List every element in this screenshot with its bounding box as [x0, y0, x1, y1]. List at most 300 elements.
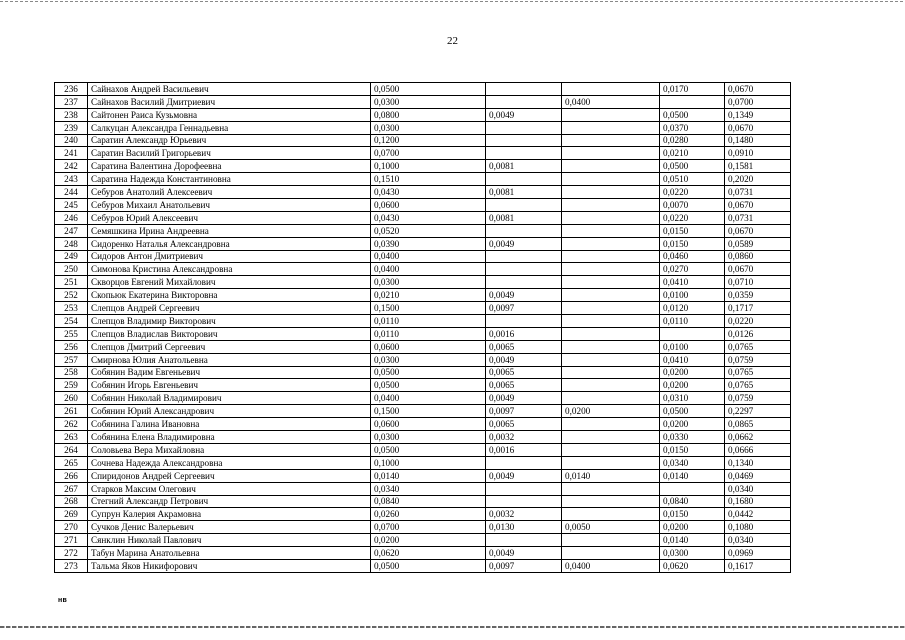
share-total-cell: 0,2020 [725, 173, 791, 186]
share-col-2-cell: 0,0081 [486, 211, 562, 224]
share-col-4-cell: 0,0370 [660, 121, 725, 134]
table-row [55, 495, 791, 508]
share-total-cell: 0,0126 [725, 327, 791, 340]
share-col-4-cell: 0,0200 [660, 366, 725, 379]
share-total-cell: 0,0359 [725, 289, 791, 302]
share-total-cell: 0,0589 [725, 237, 791, 250]
share-col-1-cell: 0,1200 [371, 134, 486, 147]
share-col-4-cell: 0,0410 [660, 276, 725, 289]
share-total-cell: 0,0670 [725, 199, 791, 212]
person-name-cell: Собянин Юрий Александрович [88, 405, 371, 418]
share-col-4-cell: 0,0510 [660, 173, 725, 186]
row-number-cell: 264 [55, 443, 88, 456]
share-col-3-cell [562, 121, 660, 134]
share-col-4-cell [660, 327, 725, 340]
row-number-cell: 246 [55, 211, 88, 224]
person-name-cell: Соловьева Вера Михайловна [88, 443, 371, 456]
table-row [55, 83, 791, 96]
share-col-1-cell: 0,1500 [371, 302, 486, 315]
share-col-3-cell [562, 134, 660, 147]
row-number-cell: 265 [55, 456, 88, 469]
table-row [55, 482, 791, 495]
share-col-3-cell: 0,0400 [562, 95, 660, 108]
row-number-cell: 239 [55, 121, 88, 134]
share-col-4-cell: 0,0500 [660, 405, 725, 418]
share-col-4-cell [660, 95, 725, 108]
share-col-1-cell: 0,1000 [371, 456, 486, 469]
share-col-4-cell: 0,0200 [660, 379, 725, 392]
share-col-1-cell: 0,0400 [371, 263, 486, 276]
share-col-4-cell [660, 482, 725, 495]
share-col-3-cell [562, 418, 660, 431]
table-row [55, 289, 791, 302]
row-number-cell: 245 [55, 199, 88, 212]
row-number-cell: 242 [55, 160, 88, 173]
table-row [55, 173, 791, 186]
row-number-cell: 272 [55, 547, 88, 560]
row-number-cell: 252 [55, 289, 88, 302]
share-col-1-cell: 0,0600 [371, 199, 486, 212]
person-name-cell: Сянклин Николай Павлович [88, 534, 371, 547]
person-name-cell: Саратина Надежда Константиновна [88, 173, 371, 186]
person-name-cell: Тальма Яков Никифорович [88, 559, 371, 572]
share-col-3-cell [562, 353, 660, 366]
share-col-3-cell: 0,0050 [562, 521, 660, 534]
table-row [55, 508, 791, 521]
share-total-cell: 0,1340 [725, 456, 791, 469]
row-number-cell: 263 [55, 431, 88, 444]
share-total-cell: 0,0340 [725, 482, 791, 495]
share-col-1-cell: 0,0500 [371, 559, 486, 572]
share-col-3-cell [562, 547, 660, 560]
row-number-cell: 238 [55, 108, 88, 121]
share-col-1-cell: 0,0210 [371, 289, 486, 302]
share-col-3-cell [562, 147, 660, 160]
share-col-2-cell [486, 250, 562, 263]
share-col-2-cell: 0,0097 [486, 405, 562, 418]
table-row [55, 121, 791, 134]
share-col-3-cell [562, 443, 660, 456]
person-name-cell: Супрун Калерия Акрамовна [88, 508, 371, 521]
share-col-1-cell: 0,0520 [371, 224, 486, 237]
table-row [55, 147, 791, 160]
share-col-3-cell [562, 379, 660, 392]
share-total-cell: 0,0670 [725, 121, 791, 134]
table-row [55, 443, 791, 456]
share-total-cell: 0,0759 [725, 353, 791, 366]
table-row [55, 456, 791, 469]
share-col-3-cell: 0,0200 [562, 405, 660, 418]
row-number-cell: 260 [55, 392, 88, 405]
person-name-cell: Сайтонен Раиса Кузьмовна [88, 108, 371, 121]
person-name-cell: Сидоров Антон Дмитриевич [88, 250, 371, 263]
row-number-cell: 262 [55, 418, 88, 431]
person-name-cell: Сидоренко Наталья Александровна [88, 237, 371, 250]
share-total-cell: 0,1480 [725, 134, 791, 147]
share-col-4-cell: 0,0150 [660, 237, 725, 250]
row-number-cell: 248 [55, 237, 88, 250]
share-col-3-cell [562, 237, 660, 250]
row-number-cell: 258 [55, 366, 88, 379]
person-name-cell: Сочнева Надежда Александровна [88, 456, 371, 469]
share-col-2-cell [486, 482, 562, 495]
share-col-2-cell: 0,0049 [486, 392, 562, 405]
table-row [55, 392, 791, 405]
share-col-3-cell [562, 366, 660, 379]
row-number-cell: 243 [55, 173, 88, 186]
share-col-3-cell [562, 482, 660, 495]
share-col-1-cell: 0,0500 [371, 379, 486, 392]
share-col-2-cell [486, 83, 562, 96]
person-name-cell: Сайнахов Андрей Васильевич [88, 83, 371, 96]
share-total-cell: 0,0765 [725, 340, 791, 353]
share-col-3-cell: 0,0140 [562, 469, 660, 482]
row-number-cell: 241 [55, 147, 88, 160]
share-col-1-cell: 0,0300 [371, 95, 486, 108]
person-name-cell: Салкуцан Александра Геннадьевна [88, 121, 371, 134]
share-col-1-cell: 0,0500 [371, 83, 486, 96]
share-col-2-cell: 0,0049 [486, 289, 562, 302]
share-total-cell: 0,0865 [725, 418, 791, 431]
share-col-2-cell: 0,0081 [486, 160, 562, 173]
share-col-2-cell: 0,0049 [486, 469, 562, 482]
row-number-cell: 244 [55, 186, 88, 199]
table-row [55, 418, 791, 431]
person-name-cell: Себуров Анатолий Алексеевич [88, 186, 371, 199]
table-row [55, 353, 791, 366]
share-col-3-cell [562, 289, 660, 302]
table-row [55, 379, 791, 392]
row-number-cell: 269 [55, 508, 88, 521]
share-col-3-cell [562, 173, 660, 186]
share-col-1-cell: 0,0600 [371, 340, 486, 353]
table-row [55, 224, 791, 237]
share-total-cell: 0,1581 [725, 160, 791, 173]
row-number-cell: 268 [55, 495, 88, 508]
row-number-cell: 250 [55, 263, 88, 276]
share-col-2-cell [486, 134, 562, 147]
share-total-cell: 0,0765 [725, 366, 791, 379]
share-col-1-cell: 0,0600 [371, 418, 486, 431]
share-col-4-cell: 0,0070 [660, 199, 725, 212]
share-col-4-cell: 0,0150 [660, 443, 725, 456]
table-row [55, 302, 791, 315]
person-name-cell: Спиридонов Андрей Сергеевич [88, 469, 371, 482]
share-col-2-cell: 0,0049 [486, 237, 562, 250]
share-col-4-cell: 0,0220 [660, 211, 725, 224]
share-col-3-cell [562, 276, 660, 289]
person-name-cell: Смирнова Юлия Анатольевна [88, 353, 371, 366]
share-col-2-cell [486, 173, 562, 186]
share-total-cell: 0,0969 [725, 547, 791, 560]
table-row [55, 211, 791, 224]
share-col-3-cell [562, 431, 660, 444]
share-col-2-cell [486, 456, 562, 469]
share-col-4-cell: 0,0150 [660, 224, 725, 237]
table-row [55, 276, 791, 289]
share-col-2-cell: 0,0049 [486, 108, 562, 121]
share-col-3-cell [562, 327, 660, 340]
row-number-cell: 261 [55, 405, 88, 418]
share-col-2-cell: 0,0065 [486, 366, 562, 379]
table-row [55, 366, 791, 379]
share-col-2-cell: 0,0032 [486, 508, 562, 521]
share-col-2-cell: 0,0049 [486, 547, 562, 560]
person-name-cell: Саратин Василий Григорьевич [88, 147, 371, 160]
share-col-2-cell [486, 276, 562, 289]
row-number-cell: 254 [55, 315, 88, 328]
share-col-2-cell [486, 121, 562, 134]
share-total-cell: 0,0731 [725, 186, 791, 199]
share-col-2-cell [486, 95, 562, 108]
share-col-3-cell [562, 263, 660, 276]
share-col-2-cell [486, 495, 562, 508]
share-col-4-cell: 0,0330 [660, 431, 725, 444]
share-col-2-cell: 0,0130 [486, 521, 562, 534]
person-name-cell: Табун Марина Анатольевна [88, 547, 371, 560]
share-col-1-cell: 0,0110 [371, 315, 486, 328]
share-total-cell: 0,0765 [725, 379, 791, 392]
share-col-1-cell: 0,1000 [371, 160, 486, 173]
person-name-cell: Собянин Николай Владимирович [88, 392, 371, 405]
share-col-2-cell: 0,0032 [486, 431, 562, 444]
share-col-1-cell: 0,0200 [371, 534, 486, 547]
share-col-4-cell: 0,0620 [660, 559, 725, 572]
share-total-cell: 0,0442 [725, 508, 791, 521]
row-number-cell: 237 [55, 95, 88, 108]
share-total-cell: 0,1349 [725, 108, 791, 121]
share-total-cell: 0,0710 [725, 276, 791, 289]
table-row [55, 160, 791, 173]
table-row [55, 534, 791, 547]
table-row [55, 315, 791, 328]
share-col-1-cell: 0,1500 [371, 405, 486, 418]
person-name-cell: Собянин Вадим Евгеньевич [88, 366, 371, 379]
person-name-cell: Слепцов Андрей Сергеевич [88, 302, 371, 315]
person-name-cell: Саратина Валентина Дорофеевна [88, 160, 371, 173]
row-number-cell: 259 [55, 379, 88, 392]
share-col-1-cell: 0,0430 [371, 186, 486, 199]
share-col-3-cell [562, 83, 660, 96]
page-initials: нв [58, 597, 68, 604]
row-number-cell: 247 [55, 224, 88, 237]
share-col-4-cell: 0,0340 [660, 456, 725, 469]
table-row [55, 250, 791, 263]
share-total-cell: 0,1717 [725, 302, 791, 315]
share-col-1-cell: 0,0400 [371, 250, 486, 263]
page-number: 22 [447, 35, 458, 47]
share-col-1-cell: 0,1510 [371, 173, 486, 186]
share-col-1-cell: 0,0400 [371, 392, 486, 405]
share-col-4-cell: 0,0310 [660, 392, 725, 405]
share-col-4-cell: 0,0220 [660, 186, 725, 199]
share-col-3-cell [562, 495, 660, 508]
share-col-1-cell: 0,0500 [371, 366, 486, 379]
share-col-4-cell: 0,0200 [660, 521, 725, 534]
share-col-3-cell [562, 108, 660, 121]
share-col-4-cell: 0,0460 [660, 250, 725, 263]
share-col-1-cell: 0,0300 [371, 353, 486, 366]
share-col-3-cell [562, 392, 660, 405]
share-col-1-cell: 0,0700 [371, 147, 486, 160]
share-total-cell: 0,0731 [725, 211, 791, 224]
share-col-1-cell: 0,0140 [371, 469, 486, 482]
share-col-2-cell: 0,0065 [486, 418, 562, 431]
share-col-4-cell: 0,0170 [660, 83, 725, 96]
share-col-3-cell [562, 224, 660, 237]
table-row [55, 134, 791, 147]
share-col-2-cell [486, 224, 562, 237]
share-col-1-cell: 0,0620 [371, 547, 486, 560]
person-name-cell: Симонова Кристина Александровна [88, 263, 371, 276]
share-col-2-cell [486, 263, 562, 276]
share-col-1-cell: 0,0340 [371, 482, 486, 495]
share-col-3-cell [562, 250, 660, 263]
share-col-3-cell [562, 340, 660, 353]
person-name-cell: Семяшкина Ирина Андреевна [88, 224, 371, 237]
share-col-4-cell: 0,0110 [660, 315, 725, 328]
share-total-cell: 0,0469 [725, 469, 791, 482]
share-total-cell: 0,1680 [725, 495, 791, 508]
person-name-cell: Старков Максим Олегович [88, 482, 371, 495]
share-col-3-cell [562, 302, 660, 315]
row-number-cell: 253 [55, 302, 88, 315]
share-col-2-cell: 0,0065 [486, 379, 562, 392]
share-col-4-cell: 0,0100 [660, 340, 725, 353]
share-total-cell: 0,0860 [725, 250, 791, 263]
share-col-2-cell: 0,0049 [486, 353, 562, 366]
share-total-cell: 0,0340 [725, 534, 791, 547]
person-name-cell: Себуров Михаил Анатольевич [88, 199, 371, 212]
share-col-4-cell: 0,0150 [660, 508, 725, 521]
share-col-1-cell: 0,0300 [371, 121, 486, 134]
share-col-2-cell: 0,0081 [486, 186, 562, 199]
share-col-1-cell: 0,0300 [371, 276, 486, 289]
row-number-cell: 249 [55, 250, 88, 263]
share-total-cell: 0,1617 [725, 559, 791, 572]
person-name-cell: Собянина Елена Владимировна [88, 431, 371, 444]
share-col-4-cell: 0,0270 [660, 263, 725, 276]
share-col-4-cell: 0,0840 [660, 495, 725, 508]
share-col-2-cell: 0,0097 [486, 559, 562, 572]
row-number-cell: 273 [55, 559, 88, 572]
table-row [55, 108, 791, 121]
share-col-4-cell: 0,0500 [660, 160, 725, 173]
share-col-1-cell: 0,0700 [371, 521, 486, 534]
person-name-cell: Собянина Галина Ивановна [88, 418, 371, 431]
table-row [55, 431, 791, 444]
share-col-2-cell: 0,0016 [486, 443, 562, 456]
scan-top-border [0, 1, 905, 2]
share-col-3-cell [562, 211, 660, 224]
scan-bottom-border [0, 626, 905, 628]
share-col-1-cell: 0,0430 [371, 211, 486, 224]
share-total-cell: 0,0910 [725, 147, 791, 160]
share-col-4-cell: 0,0140 [660, 469, 725, 482]
share-total-cell: 0,2297 [725, 405, 791, 418]
share-col-1-cell: 0,0840 [371, 495, 486, 508]
table-row [55, 559, 791, 572]
table-row [55, 327, 791, 340]
share-col-4-cell: 0,0120 [660, 302, 725, 315]
share-col-2-cell: 0,0016 [486, 327, 562, 340]
share-col-2-cell [486, 534, 562, 547]
share-col-4-cell: 0,0100 [660, 289, 725, 302]
share-col-2-cell [486, 315, 562, 328]
share-col-1-cell: 0,0260 [371, 508, 486, 521]
share-col-4-cell: 0,0210 [660, 147, 725, 160]
share-total-cell: 0,0220 [725, 315, 791, 328]
row-number-cell: 270 [55, 521, 88, 534]
person-name-cell: Стегний Александр Петрович [88, 495, 371, 508]
row-number-cell: 236 [55, 83, 88, 96]
row-number-cell: 271 [55, 534, 88, 547]
row-number-cell: 257 [55, 353, 88, 366]
table-row [55, 547, 791, 560]
table-row [55, 95, 791, 108]
share-col-1-cell: 0,0110 [371, 327, 486, 340]
share-col-3-cell [562, 186, 660, 199]
share-col-4-cell: 0,0140 [660, 534, 725, 547]
share-col-3-cell [562, 160, 660, 173]
person-name-cell: Собянин Игорь Евгеньевич [88, 379, 371, 392]
share-col-4-cell: 0,0280 [660, 134, 725, 147]
table-row [55, 199, 791, 212]
table-row [55, 340, 791, 353]
share-total-cell: 0,0700 [725, 95, 791, 108]
share-col-4-cell: 0,0200 [660, 418, 725, 431]
table-body [55, 83, 791, 573]
person-name-cell: Скопьюк Екатерина Викторовна [88, 289, 371, 302]
share-col-2-cell [486, 199, 562, 212]
share-col-4-cell: 0,0500 [660, 108, 725, 121]
share-col-3-cell [562, 456, 660, 469]
row-number-cell: 267 [55, 482, 88, 495]
shares-register-table [54, 82, 791, 573]
share-col-1-cell: 0,0500 [371, 443, 486, 456]
table-row [55, 186, 791, 199]
share-col-3-cell: 0,0400 [562, 559, 660, 572]
share-col-3-cell [562, 508, 660, 521]
person-name-cell: Себуров Юрий Алексеевич [88, 211, 371, 224]
person-name-cell: Слепцов Владимир Викторович [88, 315, 371, 328]
table-row [55, 237, 791, 250]
person-name-cell: Слепцов Владислав Викторович [88, 327, 371, 340]
share-total-cell: 0,1080 [725, 521, 791, 534]
share-col-3-cell [562, 199, 660, 212]
row-number-cell: 256 [55, 340, 88, 353]
table-row [55, 469, 791, 482]
share-col-2-cell: 0,0097 [486, 302, 562, 315]
person-name-cell: Сайнахов Василий Дмитриевич [88, 95, 371, 108]
table-row [55, 263, 791, 276]
row-number-cell: 266 [55, 469, 88, 482]
share-col-2-cell: 0,0065 [486, 340, 562, 353]
row-number-cell: 251 [55, 276, 88, 289]
share-col-1-cell: 0,0300 [371, 431, 486, 444]
share-col-3-cell [562, 534, 660, 547]
share-total-cell: 0,0670 [725, 224, 791, 237]
share-total-cell: 0,0666 [725, 443, 791, 456]
share-col-2-cell [486, 147, 562, 160]
share-col-1-cell: 0,0800 [371, 108, 486, 121]
person-name-cell: Саратин Александр Юрьевич [88, 134, 371, 147]
person-name-cell: Скворцов Евгений Михайлович [88, 276, 371, 289]
table-row [55, 405, 791, 418]
person-name-cell: Слепцов Дмитрий Сергеевич [88, 340, 371, 353]
row-number-cell: 255 [55, 327, 88, 340]
share-col-1-cell: 0,0390 [371, 237, 486, 250]
